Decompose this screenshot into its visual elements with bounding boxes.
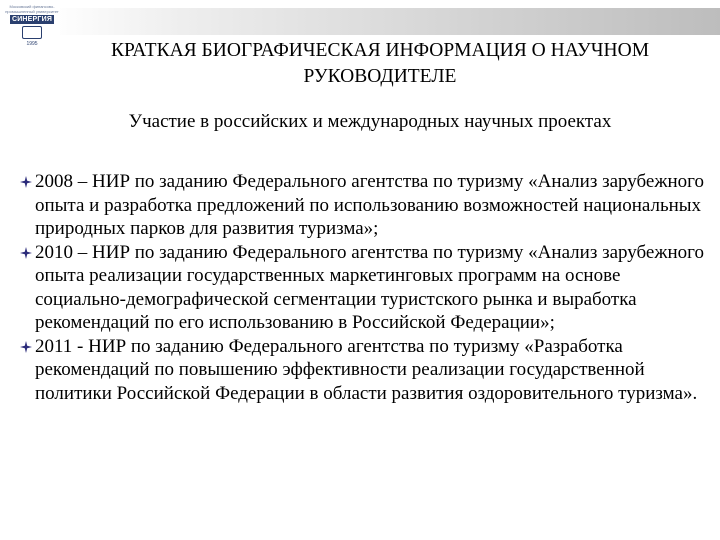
diamond-bullet-icon bbox=[20, 247, 32, 259]
logo-crest-icon bbox=[22, 26, 42, 39]
header-gradient-band bbox=[48, 8, 720, 35]
list-item bbox=[24, 241, 709, 335]
diamond-bullet-icon bbox=[20, 341, 32, 353]
list-item-text: 2008 – НИР по заданию Федерального агентства по туризму «Анализ зарубежного опыта и разработка предложений по использованию возможностей национальных природных парков для развития туризма»; bbox=[35, 171, 704, 239]
logo-year: 1995 bbox=[26, 41, 38, 47]
list-item-text: 2011 - НИР по заданию Федерального агентства по туризму «Разработка рекомендаций по повышению эффективности реализации государственной политики Российской Федерации в области развития оздоровительного туризма». bbox=[35, 335, 698, 404]
logo-brand-name: СИНЕРГИЯ bbox=[11, 16, 53, 23]
list-item bbox=[24, 170, 709, 241]
project-list bbox=[24, 170, 709, 405]
section-subtitle: Участие в российских и международных научных проектах bbox=[128, 111, 612, 132]
logo-tagline: Московский финансово-промышленный университет bbox=[5, 4, 59, 14]
diamond-bullet-icon bbox=[20, 176, 32, 188]
list-item-text: 2010 – НИР по заданию Федерального агентства по туризму «Анализ зарубежного опыта реализации государственных маркетинговых программ на основе социально-демографической сегментации туристского рынка и выработка рекомендаций по его использованию в Российской Федерации»; bbox=[35, 241, 704, 333]
university-logo bbox=[4, 2, 60, 48]
list-item bbox=[24, 335, 709, 406]
slide-title: КРАТКАЯ БИОГРАФИЧЕСКАЯ ИНФОРМАЦИЯ О НАУЧНОМ РУКОВОДИТЕЛЕ bbox=[110, 40, 650, 87]
